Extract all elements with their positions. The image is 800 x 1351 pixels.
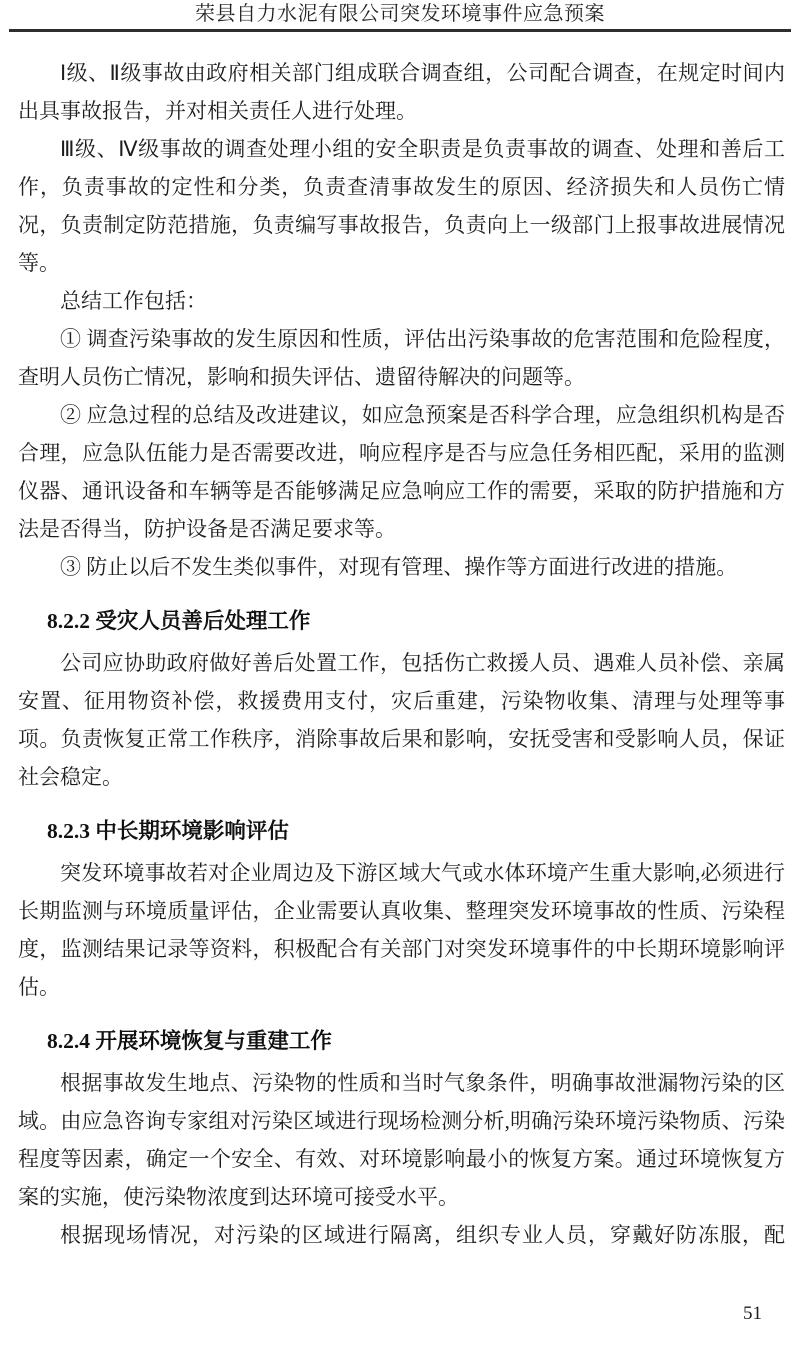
section-heading-8-2-4: 8.2.4 开展环境恢复与重建工作: [47, 1029, 332, 1053]
section-heading-8-2-2: 8.2.2 受灾人员善后处理工作: [47, 609, 311, 633]
paragraph-aftercare: 公司应协助政府做好善后处置工作，包括伤亡救援人员、遇难人员补偿、亲属安置、征用物资补偿，救援费用支付，灾后重建，污染物收集、清理与处理等事项。负责恢复正常工作秩序，消除事故后果和影响，安抚受害和受影响人员，保证社会稳定。: [18, 651, 785, 789]
paragraph-item-2: ② 应急过程的总结及改进建议，如应急预案是否科学合理，应急组织机构是否合理，应急队伍能力是否需要改进，响应程序是否与应急任务相匹配，采用的监测仪器、通讯设备和车辆等是否能够满足应急响应工作的需要，采取的防护措施和方法是否得当，防护设备是否满足要求等。: [18, 403, 785, 541]
document-title: 荣县自力水泥有限公司突发环境事件应急预案: [195, 3, 605, 25]
paragraph-summary-work-intro: 总结工作包括：: [60, 289, 207, 313]
paragraph-environment-recovery: 根据事故发生地点、污染物的性质和当时气象条件，明确事故泄漏物污染的区域。由应急咨询专家组对污染区域进行现场检测分析,明确污染环境污染物质、污染程度等因素，确定一个安全、有效、对环境影响最小的恢复方案。通过环境恢复方案的实施，使污染物浓度到达环境可接受水平。: [18, 1071, 785, 1209]
paragraph-incident-level-3-4: Ⅲ级、Ⅳ级事故的调查处理小组的安全职责是负责事故的调查、处理和善后工作，负责事故的定性和分类，负责查清事故发生的原因、经济损失和人员伤亡情况，负责制定防范措施，负责编写事故报告，负责向上一级部门上报事故进展情况等。: [18, 137, 785, 275]
page-number: 51: [743, 1303, 762, 1324]
page-header: [0, 0, 800, 32]
section-heading-8-2-3: 8.2.3 中长期环境影响评估: [47, 819, 289, 843]
header-rule: [9, 29, 791, 32]
paragraph-item-1: ① 调查污染事故的发生原因和性质，评估出污染事故的危害范围和危险程度，查明人员伤亡情况，影响和损失评估、遗留待解决的问题等。: [18, 327, 785, 389]
paragraph-longterm-assessment: 突发环境事故若对企业周边及下游区域大气或水体环境产生重大影响,必须进行长期监测与环境质量评估，企业需要认真收集、整理突发环境事故的性质、污染程度，监测结果记录等资料，积极配合有关部门对突发环境事件的中长期环境影响评估。: [18, 861, 785, 999]
paragraph-item-3: ③ 防止以后不发生类似事件，对现有管理、操作等方面进行改进的措施。: [60, 555, 738, 579]
paragraph-incident-level-1-2: Ⅰ级、Ⅱ级事故由政府相关部门组成联合调查组，公司配合调查，在规定时间内出具事故报告，并对相关责任人进行处理。: [18, 61, 785, 123]
paragraph-site-isolation: 根据现场情况，对污染的区域进行隔离，组织专业人员，穿戴好防冻服，配: [60, 1223, 785, 1247]
document-body: [18, 54, 785, 1254]
